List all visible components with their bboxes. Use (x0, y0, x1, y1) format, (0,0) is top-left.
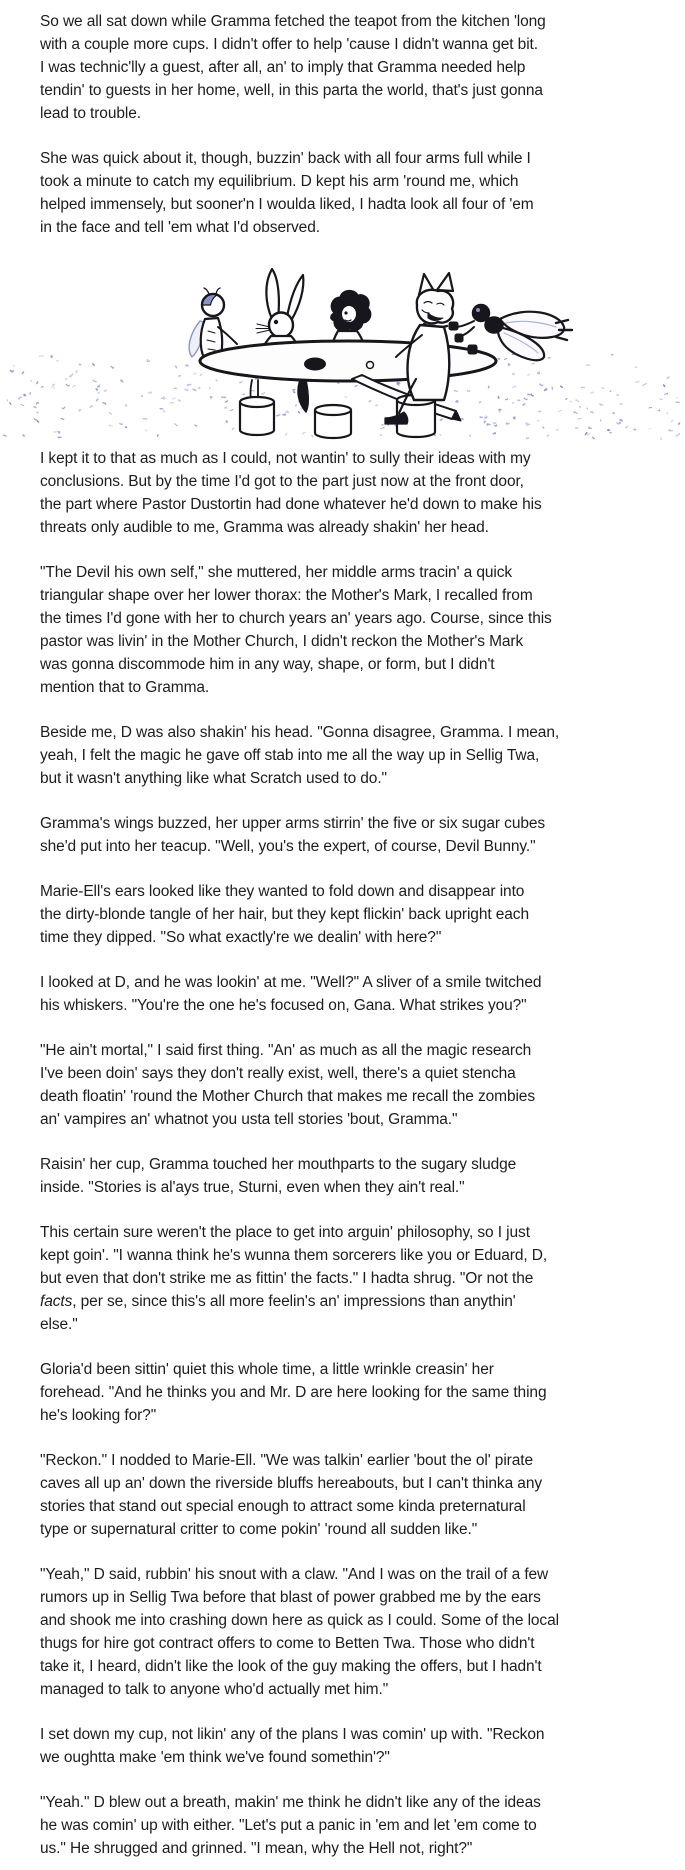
story-line: yeah, I felt the magic he gave off stab into me all the way up in Sellig Twa, (40, 747, 540, 764)
story-paragraph (40, 1153, 657, 1199)
story-line: She was quick about it, though, buzzin' back with all four arms full while I (40, 150, 531, 167)
story-line: Gloria'd been sittin' quiet this whole time, a little wrinkle creasin' her (40, 1361, 494, 1378)
story-line: helped immensely, but sooner'n I woulda liked, I hadta look all four of 'em (40, 196, 534, 213)
story-line: kept goin'. "I wanna think he's wunna them sorcerers like you or Eduard, D, (40, 1247, 548, 1264)
story-paragraph (40, 561, 657, 699)
story-line: I've been doin' says they don't really exist, well, there's a quiet stencha (40, 1065, 516, 1082)
story-line: "The Devil his own self," she muttered, her middle arms tracin' a quick (40, 564, 513, 581)
story-text-bottom (40, 447, 657, 1860)
story-paragraph (40, 971, 657, 1017)
story-line: tendin' to guests in her home, well, in this parta the world, that's just gonna (40, 82, 543, 99)
story-line: inside. "Stories is al'ays true, Sturni, even when they ain't real." (40, 1179, 465, 1196)
story-paragraph (40, 1723, 657, 1769)
story-line: So we all sat down while Gramma fetched the teapot from the kitchen 'long (40, 13, 546, 30)
teacup (367, 362, 374, 369)
story-line: but it wasn't anything like what Scratch used to do." (40, 770, 387, 787)
teapot (304, 358, 326, 371)
story-line: I kept it to that as much as I could, not wantin' to sully their ideas with my (40, 450, 531, 467)
story-line: but even that don't strike me as fittin' the facts." I hadta shrug. "Or not the (40, 1270, 534, 1287)
story-paragraph (40, 10, 657, 125)
story-line: I looked at D, and he was lookin' at me. "Well?" A sliver of a smile twitched (40, 974, 542, 991)
story-paragraph (40, 1449, 657, 1541)
story-line: lead to trouble. (40, 105, 141, 122)
story-line: us." He shrugged and grinned. "I mean, why the Hell not, right?" (40, 1840, 473, 1857)
story-text-top (40, 10, 657, 239)
story-paragraph (40, 147, 657, 239)
story-line: forehead. "And he thinks you and Mr. D are here looking for the same thing (40, 1384, 547, 1401)
story-line: else." (40, 1316, 78, 1333)
story-line: an' vampires an' whatnot you usta tell stories 'bout, Gramma." (40, 1111, 458, 1128)
story-line: the dirty-blonde tangle of her hair, but they kept flickin' back upright each (40, 906, 529, 923)
story-line: in the face and tell 'em what I'd observed. (40, 219, 320, 236)
story-paragraph (40, 447, 657, 539)
story-paragraph (40, 721, 657, 790)
story-paragraph (40, 1039, 657, 1131)
story-line: his whiskers. "You're the one he's focused on, Gana. What strikes you?" (40, 997, 527, 1014)
story-line: I set down my cup, not likin' any of the plans I was comin' up with. "Reckon (40, 1726, 545, 1743)
story-line: the part where Pastor Dustortin had done whatever he'd down to make his (40, 496, 542, 513)
story-illustration (0, 261, 685, 441)
story-line: took a minute to catch my equilibrium. D kept his arm 'round me, which (40, 173, 519, 190)
story-line: rumors up in Sellig Twa before that blast of power grabbed me by the ears (40, 1589, 541, 1606)
story-line: "Yeah." D blew out a breath, makin' me think he didn't like any of the ideas (40, 1794, 541, 1811)
story-paragraph (40, 1791, 657, 1860)
story-line: triangular shape over her lower thorax: the Mother's Mark, I recalled from (40, 587, 533, 604)
story-line: Raisin' her cup, Gramma touched her mouthparts to the sugary sludge (40, 1156, 517, 1173)
story-line: time they dipped. "So what exactly're we dealin' with here?" (40, 929, 442, 946)
story-paragraph (40, 1563, 657, 1701)
story-line: threats only audible to me, Gramma was already shakin' her head. (40, 519, 489, 536)
story-paragraph (40, 812, 657, 858)
story-line: conclusions. But by the time I'd got to the part just now at the front door, (40, 473, 524, 490)
story-line: "He ain't mortal," I said first thing. "An' as much as all the magic research (40, 1042, 532, 1059)
story-line: stories that stand out special enough to attract some kinda preternatural (40, 1498, 526, 1515)
story-line: Beside me, D was also shakin' his head. "Gonna disagree, Gramma. I mean, (40, 724, 560, 741)
story-line: "Reckon." I nodded to Marie-Ell. "We was talkin' earlier 'bout the ol' pirate (40, 1452, 533, 1469)
table (200, 341, 496, 381)
story-line: mention that to Gramma. (40, 679, 210, 696)
story-line: and shook me into crashing down here as quick as I could. Some of the local (40, 1612, 559, 1629)
story-line: pastor was livin' in the Mother Church, I didn't reckon the Mother's Mark (40, 633, 524, 650)
story-line: death floatin' 'round the Mother Church that makes me recall the zombies (40, 1088, 535, 1105)
story-line: we oughtta make 'em think we've found somethin'?" (40, 1749, 390, 1766)
story-line: thugs for hire got contract offers to come to Betten Twa. Those who didn't (40, 1635, 535, 1652)
story-line: the times I'd gone with her to church years an' years ago. Course, since this (40, 610, 552, 627)
story-line: This certain sure weren't the place to get into arguin' philosophy, so I just (40, 1224, 530, 1241)
story-line: Gramma's wings buzzed, her upper arms stirrin' the five or six sugar cubes (40, 815, 546, 832)
story-line: he was comin' up with either. "Let's put a panic in 'em and let 'em come to (40, 1817, 537, 1834)
story-line: I was technic'lly a guest, after all, an' to imply that Gramma needed help (40, 59, 526, 76)
story-line: "Yeah," D said, rubbin' his snout with a claw. "And I was on the trail of a few (40, 1566, 549, 1583)
story-line: facts, per se, since this's all more feelin's an' impressions than anythin' (40, 1293, 516, 1310)
story-line: take it, I heard, didn't like the look of the guy making the offers, but I hadn't (40, 1658, 542, 1675)
story-paragraph (40, 1358, 657, 1427)
story-paragraph (40, 1221, 657, 1336)
story-line: managed to talk to anyone who'd actually met him." (40, 1681, 389, 1698)
story-line: with a couple more cups. I didn't offer to help 'cause I didn't wanna get bit. (40, 36, 538, 53)
story-line: Marie-Ell's ears looked like they wanted to fold down and disappear into (40, 883, 525, 900)
story-line: was gonna discommode him in any way, shape, or form, but I didn't (40, 656, 495, 673)
story-line: caves all up an' down the riverside bluffs hereabouts, but I can't thinka any (40, 1475, 542, 1492)
story-line: he's looking for?" (40, 1407, 157, 1424)
story-paragraph (40, 880, 657, 949)
story-line: she'd put into her teacup. "Well, you's the expert, of course, Devil Bunny." (40, 838, 536, 855)
story-line: type or supernatural critter to come pokin' 'round all sudden like." (40, 1521, 478, 1538)
